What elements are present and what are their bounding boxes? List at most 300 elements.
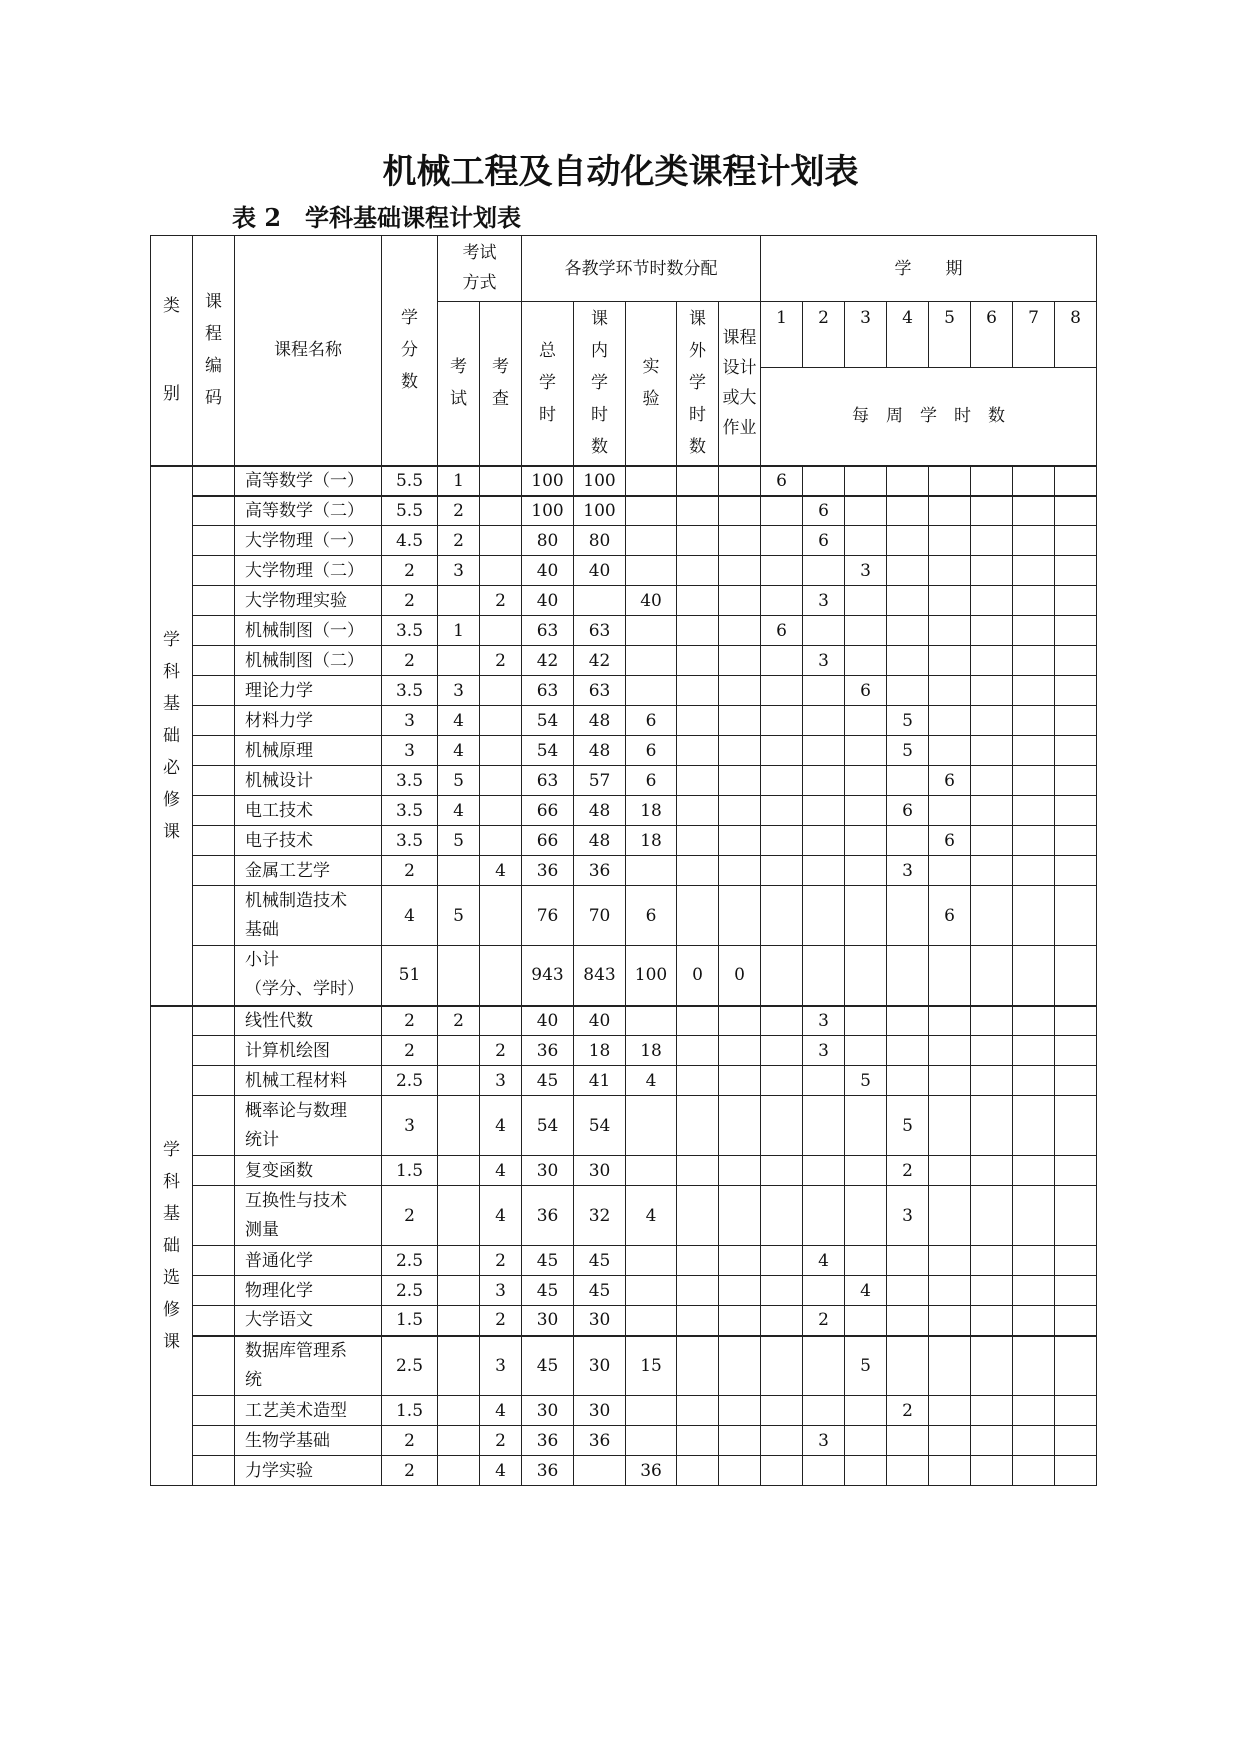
value-cell xyxy=(438,1336,480,1396)
table-row xyxy=(151,1066,1097,1096)
course-name-cell xyxy=(235,1006,382,1036)
value-cell: 5 xyxy=(887,736,929,766)
header-semester-1: 1 xyxy=(761,302,803,368)
value-cell: 40 xyxy=(626,586,677,616)
value-cell: 45 xyxy=(522,1276,574,1306)
course-plan-table xyxy=(150,235,1097,1486)
value-cell xyxy=(761,556,803,586)
value-cell: 2.5 xyxy=(382,1246,438,1276)
value-cell: 100 xyxy=(626,946,677,1006)
course-name-cell xyxy=(235,1036,382,1066)
value-cell xyxy=(887,1066,929,1096)
value-cell xyxy=(845,646,887,676)
value-cell xyxy=(1013,616,1055,646)
value-cell: 2 xyxy=(382,1186,438,1246)
value-cell xyxy=(845,616,887,646)
value-cell xyxy=(438,1066,480,1096)
value-cell xyxy=(971,676,1013,706)
value-cell xyxy=(845,1156,887,1186)
value-cell: 30 xyxy=(522,1156,574,1186)
course-code-cell xyxy=(193,736,235,766)
course-name-cell xyxy=(235,616,382,646)
value-cell: 42 xyxy=(574,646,626,676)
value-cell xyxy=(677,766,719,796)
value-cell xyxy=(845,1186,887,1246)
course-code-cell xyxy=(193,1456,235,1486)
course-name-cell xyxy=(235,1246,382,1276)
value-cell xyxy=(761,1006,803,1036)
course-code-cell xyxy=(193,1426,235,1456)
table-caption: 表 2 学科基础课程计划表 xyxy=(232,203,522,232)
value-cell: 18 xyxy=(626,796,677,826)
header-total-hours: 总学时 xyxy=(522,302,574,466)
value-cell xyxy=(929,526,971,556)
value-cell: 1.5 xyxy=(382,1396,438,1426)
course-name-line: 电子技术 xyxy=(245,830,313,851)
category-cell: 学科基础选修课 xyxy=(151,1006,193,1486)
value-cell xyxy=(929,796,971,826)
value-cell xyxy=(761,1186,803,1246)
value-cell xyxy=(971,496,1013,526)
value-cell xyxy=(929,1186,971,1246)
course-name-line: 机械原理 xyxy=(245,740,313,761)
course-name-cell xyxy=(235,766,382,796)
value-cell xyxy=(1055,736,1097,766)
value-cell xyxy=(803,616,845,646)
value-cell xyxy=(761,706,803,736)
header-extra-hours: 课外学时数 xyxy=(677,302,719,466)
value-cell xyxy=(845,496,887,526)
value-cell xyxy=(677,796,719,826)
course-name-line: 普通化学 xyxy=(245,1250,313,1271)
value-cell xyxy=(438,1396,480,1426)
course-name-line: 高等数学（一） xyxy=(245,470,364,491)
value-cell xyxy=(677,736,719,766)
value-cell xyxy=(761,1036,803,1066)
value-cell xyxy=(1055,556,1097,586)
course-code-cell xyxy=(193,676,235,706)
value-cell: 3.5 xyxy=(382,796,438,826)
value-cell xyxy=(929,496,971,526)
value-cell xyxy=(719,736,761,766)
value-cell xyxy=(803,676,845,706)
value-cell xyxy=(1013,1066,1055,1096)
value-cell xyxy=(677,1426,719,1456)
value-cell xyxy=(845,1096,887,1156)
value-cell xyxy=(480,946,522,1006)
value-cell xyxy=(719,886,761,946)
value-cell: 40 xyxy=(522,586,574,616)
value-cell xyxy=(1055,1066,1097,1096)
course-name-line: 机械设计 xyxy=(245,770,313,791)
value-cell xyxy=(438,856,480,886)
value-cell xyxy=(1013,466,1055,496)
value-cell: 2 xyxy=(382,1036,438,1066)
value-cell xyxy=(1055,1396,1097,1426)
value-cell: 6 xyxy=(803,496,845,526)
value-cell: 6 xyxy=(929,766,971,796)
value-cell xyxy=(719,1336,761,1396)
value-cell: 6 xyxy=(761,466,803,496)
value-cell xyxy=(480,766,522,796)
value-cell xyxy=(626,1276,677,1306)
course-name-line: 高等数学（二） xyxy=(245,500,364,521)
value-cell xyxy=(761,1396,803,1426)
value-cell xyxy=(929,1306,971,1336)
header-code: 课程编码 xyxy=(193,236,235,466)
value-cell: 0 xyxy=(677,946,719,1006)
value-cell xyxy=(971,1186,1013,1246)
table-row xyxy=(151,616,1097,646)
value-cell xyxy=(719,1006,761,1036)
value-cell: 36 xyxy=(574,856,626,886)
value-cell: 2.5 xyxy=(382,1066,438,1096)
value-cell xyxy=(761,1096,803,1156)
course-name-line: 大学物理（一） xyxy=(245,530,364,551)
value-cell xyxy=(1013,886,1055,946)
course-code-cell xyxy=(193,1186,235,1246)
header-class-hours: 课内学时数 xyxy=(574,302,626,466)
course-name-cell xyxy=(235,886,382,946)
value-cell xyxy=(1055,856,1097,886)
value-cell xyxy=(480,826,522,856)
value-cell: 2 xyxy=(480,1246,522,1276)
value-cell xyxy=(887,1276,929,1306)
course-code-cell xyxy=(193,526,235,556)
value-cell xyxy=(1055,1246,1097,1276)
value-cell xyxy=(803,1096,845,1156)
value-cell xyxy=(719,1186,761,1246)
value-cell xyxy=(929,1006,971,1036)
value-cell xyxy=(677,886,719,946)
value-cell: 30 xyxy=(522,1396,574,1426)
table-row xyxy=(151,1156,1097,1186)
value-cell xyxy=(677,1456,719,1486)
value-cell xyxy=(1055,1186,1097,1246)
value-cell xyxy=(719,466,761,496)
value-cell xyxy=(719,1396,761,1426)
value-cell xyxy=(803,886,845,946)
value-cell xyxy=(626,496,677,526)
value-cell: 30 xyxy=(574,1156,626,1186)
course-name-line: 力学实验 xyxy=(245,1460,313,1481)
value-cell: 5 xyxy=(845,1336,887,1396)
value-cell xyxy=(845,1396,887,1426)
course-name-line: 线性代数 xyxy=(245,1010,313,1031)
value-cell: 40 xyxy=(574,556,626,586)
value-cell: 36 xyxy=(522,1426,574,1456)
value-cell: 66 xyxy=(522,826,574,856)
value-cell xyxy=(971,886,1013,946)
header-category: 类别 xyxy=(151,236,193,466)
value-cell: 2 xyxy=(382,646,438,676)
value-cell: 3 xyxy=(382,736,438,766)
value-cell xyxy=(626,616,677,646)
value-cell: 36 xyxy=(522,1456,574,1486)
value-cell xyxy=(626,1006,677,1036)
course-name-cell xyxy=(235,946,382,1006)
value-cell xyxy=(761,586,803,616)
value-cell xyxy=(929,1336,971,1396)
value-cell xyxy=(971,526,1013,556)
course-name-cell xyxy=(235,676,382,706)
value-cell: 3.5 xyxy=(382,766,438,796)
value-cell xyxy=(761,946,803,1006)
value-cell: 6 xyxy=(626,766,677,796)
value-cell xyxy=(803,1276,845,1306)
course-name-line: 大学物理实验 xyxy=(245,590,347,611)
value-cell xyxy=(971,946,1013,1006)
value-cell xyxy=(845,526,887,556)
course-code-cell xyxy=(193,856,235,886)
table-row xyxy=(151,496,1097,526)
table-row xyxy=(151,586,1097,616)
value-cell: 41 xyxy=(574,1066,626,1096)
course-name-cell xyxy=(235,526,382,556)
value-cell: 2 xyxy=(438,526,480,556)
course-name-cell xyxy=(235,796,382,826)
value-cell xyxy=(1013,736,1055,766)
value-cell xyxy=(761,1246,803,1276)
value-cell xyxy=(971,616,1013,646)
value-cell xyxy=(971,1096,1013,1156)
value-cell xyxy=(803,1066,845,1096)
course-code-cell xyxy=(193,496,235,526)
value-cell: 18 xyxy=(626,826,677,856)
course-name-cell xyxy=(235,1456,382,1486)
course-name-line: 复变函数 xyxy=(245,1160,313,1181)
category-cell: 学科基础必修课 xyxy=(151,466,193,1006)
value-cell: 32 xyxy=(574,1186,626,1246)
value-cell xyxy=(1055,946,1097,1006)
value-cell xyxy=(1055,646,1097,676)
value-cell: 4 xyxy=(480,1186,522,1246)
value-cell xyxy=(1055,886,1097,946)
value-cell xyxy=(438,586,480,616)
value-cell xyxy=(438,1096,480,1156)
value-cell xyxy=(438,1156,480,1186)
value-cell xyxy=(761,1276,803,1306)
value-cell xyxy=(626,1426,677,1456)
value-cell: 2 xyxy=(438,496,480,526)
value-cell: 4 xyxy=(480,1156,522,1186)
value-cell xyxy=(677,1276,719,1306)
value-cell xyxy=(761,766,803,796)
value-cell xyxy=(719,1156,761,1186)
value-cell xyxy=(719,706,761,736)
table-row xyxy=(151,676,1097,706)
value-cell: 6 xyxy=(626,886,677,946)
value-cell xyxy=(803,1456,845,1486)
value-cell xyxy=(1013,1006,1055,1036)
course-code-cell xyxy=(193,1006,235,1036)
value-cell xyxy=(1013,586,1055,616)
value-cell xyxy=(677,1156,719,1186)
value-cell xyxy=(1013,1336,1055,1396)
value-cell xyxy=(719,796,761,826)
table-row xyxy=(151,1456,1097,1486)
course-code-cell xyxy=(193,586,235,616)
value-cell: 63 xyxy=(522,766,574,796)
value-cell: 40 xyxy=(574,1006,626,1036)
value-cell: 5.5 xyxy=(382,496,438,526)
value-cell xyxy=(677,616,719,646)
value-cell: 76 xyxy=(522,886,574,946)
value-cell: 4 xyxy=(626,1186,677,1246)
value-cell: 2 xyxy=(480,646,522,676)
course-name-line: 互换性与技术 xyxy=(245,1190,347,1211)
course-name-line: 机械制造技术 xyxy=(245,890,347,911)
value-cell xyxy=(1055,616,1097,646)
table-row xyxy=(151,796,1097,826)
course-code-cell xyxy=(193,556,235,586)
value-cell: 1 xyxy=(438,466,480,496)
value-cell: 3 xyxy=(803,1426,845,1456)
header-semester: 学 期 xyxy=(761,236,1097,302)
value-cell: 5.5 xyxy=(382,466,438,496)
value-cell xyxy=(1055,1096,1097,1156)
value-cell xyxy=(1013,1036,1055,1066)
value-cell xyxy=(887,466,929,496)
value-cell xyxy=(803,1336,845,1396)
value-cell: 2 xyxy=(480,1036,522,1066)
header-check: 考查 xyxy=(480,302,522,466)
value-cell: 3 xyxy=(382,706,438,736)
value-cell xyxy=(971,1036,1013,1066)
value-cell xyxy=(719,1456,761,1486)
table-row xyxy=(151,1396,1097,1426)
table-row xyxy=(151,856,1097,886)
value-cell: 4 xyxy=(438,706,480,736)
value-cell xyxy=(887,646,929,676)
value-cell xyxy=(438,1276,480,1306)
value-cell: 54 xyxy=(574,1096,626,1156)
value-cell: 0 xyxy=(719,946,761,1006)
course-name-cell xyxy=(235,856,382,886)
value-cell xyxy=(626,1156,677,1186)
header-design: 课程设计或大作业 xyxy=(719,302,761,466)
value-cell xyxy=(803,1396,845,1426)
course-code-cell xyxy=(193,1396,235,1426)
value-cell xyxy=(438,946,480,1006)
value-cell: 6 xyxy=(887,796,929,826)
value-cell: 63 xyxy=(574,676,626,706)
value-cell xyxy=(761,1306,803,1336)
value-cell: 4 xyxy=(480,1456,522,1486)
value-cell xyxy=(677,1066,719,1096)
value-cell xyxy=(1013,1276,1055,1306)
value-cell: 3 xyxy=(480,1066,522,1096)
value-cell: 40 xyxy=(522,556,574,586)
value-cell: 3 xyxy=(480,1336,522,1396)
value-cell: 100 xyxy=(574,466,626,496)
value-cell: 80 xyxy=(522,526,574,556)
value-cell: 3.5 xyxy=(382,676,438,706)
header-weekly-hours: 每 周 学 时 数 xyxy=(761,368,1097,466)
value-cell xyxy=(719,646,761,676)
header-semester-6: 6 xyxy=(971,302,1013,368)
value-cell: 45 xyxy=(574,1246,626,1276)
course-name-line: 材料力学 xyxy=(245,710,313,731)
value-cell xyxy=(845,796,887,826)
course-name-cell xyxy=(235,1336,382,1396)
course-code-cell xyxy=(193,796,235,826)
value-cell xyxy=(626,676,677,706)
value-cell: 40 xyxy=(522,1006,574,1036)
value-cell xyxy=(1055,1306,1097,1336)
value-cell: 2 xyxy=(887,1156,929,1186)
course-name-line: 物理化学 xyxy=(245,1280,313,1301)
course-code-cell xyxy=(193,1156,235,1186)
course-name-line: 机械工程材料 xyxy=(245,1070,347,1091)
value-cell xyxy=(438,1426,480,1456)
value-cell xyxy=(761,1066,803,1096)
course-name-line: 小计 xyxy=(245,950,279,971)
course-name-line: 电工技术 xyxy=(245,800,313,821)
course-code-cell xyxy=(193,1036,235,1066)
value-cell xyxy=(845,886,887,946)
header-semester-7: 7 xyxy=(1013,302,1055,368)
value-cell xyxy=(761,886,803,946)
value-cell xyxy=(1055,526,1097,556)
value-cell: 5 xyxy=(438,766,480,796)
value-cell xyxy=(929,1426,971,1456)
value-cell: 3 xyxy=(887,856,929,886)
value-cell xyxy=(626,1246,677,1276)
value-cell xyxy=(929,946,971,1006)
value-cell xyxy=(626,856,677,886)
value-cell: 63 xyxy=(574,616,626,646)
value-cell xyxy=(929,1156,971,1186)
value-cell: 45 xyxy=(522,1066,574,1096)
value-cell: 4 xyxy=(382,886,438,946)
course-name-cell xyxy=(235,556,382,586)
value-cell: 80 xyxy=(574,526,626,556)
value-cell: 2 xyxy=(382,556,438,586)
value-cell xyxy=(929,586,971,616)
value-cell: 3 xyxy=(803,1006,845,1036)
header-semester-4: 4 xyxy=(887,302,929,368)
course-name-cell xyxy=(235,736,382,766)
value-cell: 63 xyxy=(522,676,574,706)
value-cell: 1.5 xyxy=(382,1156,438,1186)
course-code-cell xyxy=(193,826,235,856)
value-cell: 2 xyxy=(382,1426,438,1456)
value-cell xyxy=(1013,946,1055,1006)
value-cell: 2.5 xyxy=(382,1336,438,1396)
course-name-cell xyxy=(235,1096,382,1156)
value-cell xyxy=(719,1246,761,1276)
value-cell xyxy=(480,886,522,946)
course-name-line: 大学物理（二） xyxy=(245,560,364,581)
value-cell xyxy=(761,736,803,766)
course-code-cell xyxy=(193,1336,235,1396)
course-name-line: 机械制图（一） xyxy=(245,620,364,641)
value-cell xyxy=(1055,1036,1097,1066)
value-cell xyxy=(971,1156,1013,1186)
header-semester-3: 3 xyxy=(845,302,887,368)
value-cell: 54 xyxy=(522,736,574,766)
value-cell xyxy=(845,946,887,1006)
value-cell xyxy=(719,1066,761,1096)
course-code-cell xyxy=(193,886,235,946)
value-cell xyxy=(845,1036,887,1066)
value-cell xyxy=(971,1276,1013,1306)
value-cell: 30 xyxy=(574,1396,626,1426)
value-cell: 63 xyxy=(522,616,574,646)
value-cell xyxy=(929,1396,971,1426)
value-cell: 5 xyxy=(845,1066,887,1096)
